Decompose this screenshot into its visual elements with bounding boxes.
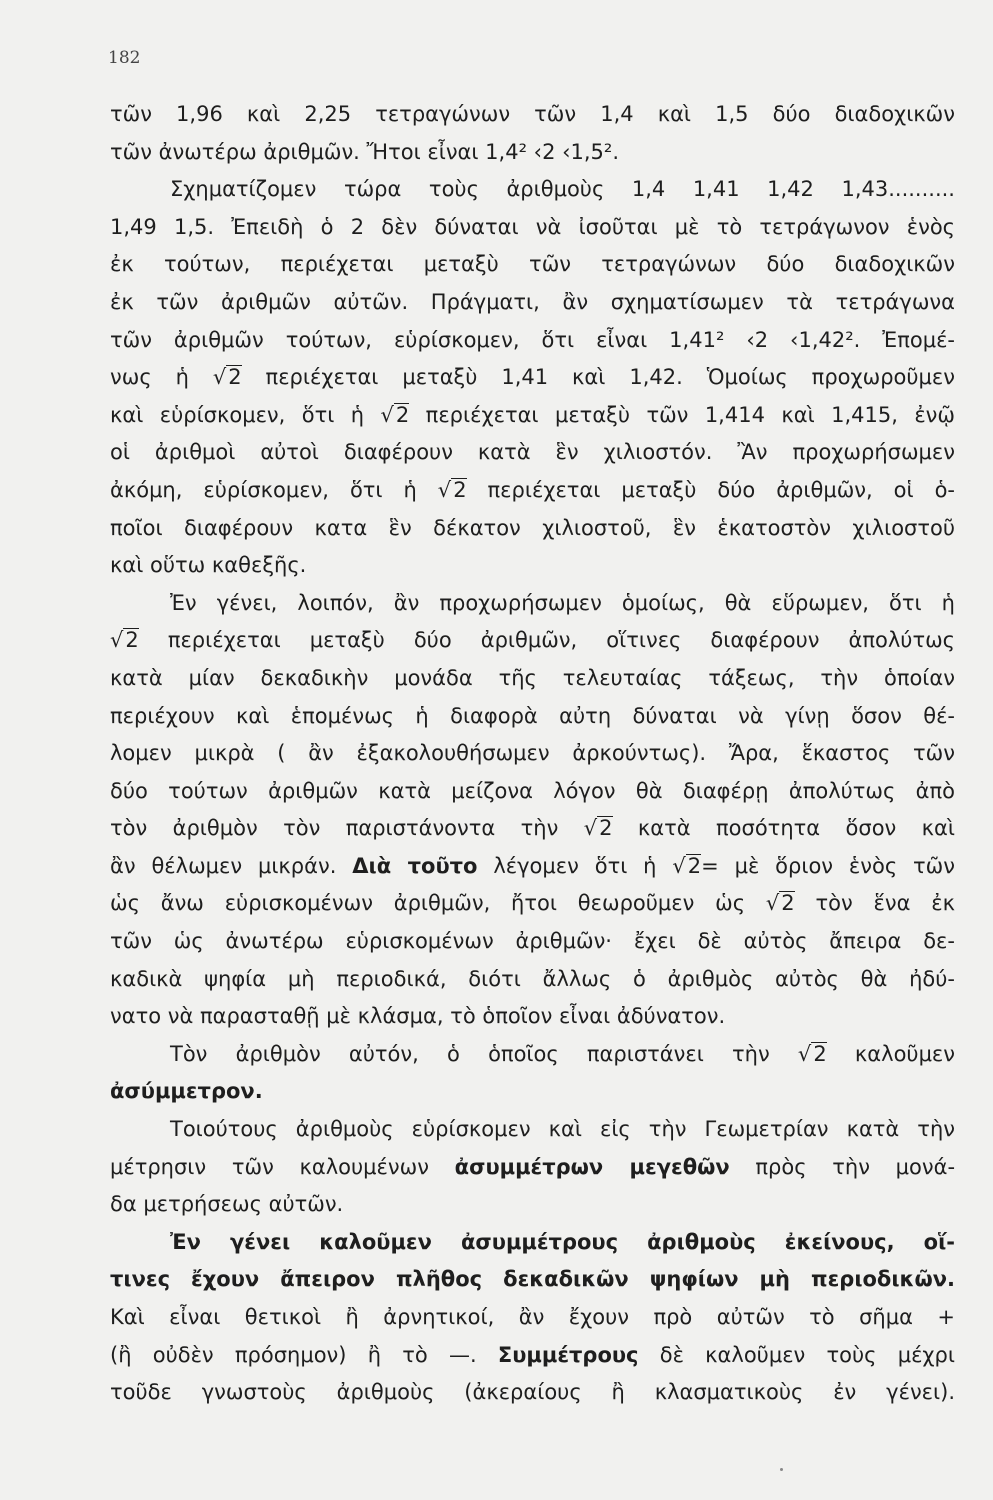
text-line: ὡς ἄνω εὑρισκομένων ἀριθμῶν, ἤτοι θεωροῦμεν ὡς √2 τὸν ἕνα ἐκ [110,891,955,916]
text-line: ἐκ τῶν ἀριθμῶν αὐτῶν. Πράγματι, ἂν σχηματίσωμεν τὰ τετράγωνα [110,289,955,314]
text-line: τοῦδε γνωστοὺς ἀριθμοὺς (ἀκεραίους ἢ κλασματικοὺς ἐν γένει). [110,1380,955,1405]
text-line: περιέχουν καὶ ἑπομένως ἡ διαφορὰ αὐτη δύναται νὰ γίνῃ ὅσον θέ- [110,703,955,728]
text-line: ποῖοι διαφέρουν κατα ἓν δέκατον χιλιοστοῦ, ἓν ἑκατοστὸν χιλιοστοῦ [110,515,955,540]
text-line: κατὰ μίαν δεκαδικὴν μονάδα τῆς τελευταίας τάξεως, τὴν ὁποίαν [110,665,955,690]
text-line: τῶν ἀνωτέρω ἀριθμῶν. Ἤτοι εἶναι 1,4² ‹2 ‹1,5². [110,139,619,164]
text-line: τῶν ὡς ἀνωτέρω εὑρισκομένων ἀριθμῶν· ἔχει δὲ αὐτὸς ἄπειρα δε- [110,929,955,954]
text-line: τὸν ἀριθμὸν τὸν παριστάνοντα τὴν √2 κατὰ ποσότητα ὅσον καὶ [110,816,956,841]
text-line: (ἢ οὐδὲν πρόσημον) ἢ τὸ —. Συμμέτρους δὲ καλοῦμεν τοὺς μέχρι [110,1342,955,1367]
text-line: √2 περιέχεται μεταξὺ δύο ἀριθμῶν, οἵτινες διαφέρουν ἀπολύτως [110,628,955,653]
text-line: Τοιούτους ἀριθμοὺς εὑρίσκομεν καὶ εἰς τὴν Γεωμετρίαν κατὰ τὴν [170,1117,955,1142]
text-line: Καὶ εἶναι θετικοὶ ἢ ἀρνητικοί, ἂν ἔχουν πρὸ αὐτῶν τὸ σῆμα + [110,1305,955,1329]
text-line: τῶν ἀριθμῶν τούτων, εὑρίσκομεν, ὅτι εἶναι 1,41² ‹2 ‹1,42². Ἐπομέ- [110,327,955,352]
text-line: ἀκόμη, εὑρίσκομεν, ὅτι ἡ √2 περιέχεται μεταξὺ δύο ἀριθμῶν, οἱ ὁ- [110,477,956,502]
text-line: ἀσύμμετρον. [110,1079,263,1104]
text-line: λομεν μικρὰ ( ἂν ἐξακολουθήσωμεν ἀρκούντως). Ἄρα, ἕκαστος τῶν [110,741,955,766]
text-line: μέτρησιν τῶν καλουμένων ἀσυμμέτρων μεγεθῶν πρὸς τὴν μονά- [110,1154,956,1179]
text-line: τῶν 1,96 καὶ 2,25 τετραγώνων τῶν 1,4 καὶ 1,5 δύο διαδοχικῶν [110,102,955,126]
text-line: καδικὰ ψηφία μὴ περιοδικά, διότι ἄλλως ὁ ἀριθμὸς αὐτὸς θὰ ἠδύ- [110,966,955,991]
text-line: Τὸν ἀριθμὸν αὐτόν, ὁ ὁποῖος παριστάνει τὴν √2 καλοῦμεν [170,1041,956,1066]
text-line: 1,49 1,5. Ἐπειδὴ ὁ 2 δὲν δύναται νὰ ἰσοῦται μὲ τὸ τετράγωνον ἑνὸς [110,214,955,239]
text-line: νατο νὰ παρασταθῇ μὲ κλάσμα, τὸ ὁποῖον εἶναι ἀδύνατον. [110,1004,726,1029]
text-line: οἱ ἀριθμοὶ αὐτοὶ διαφέρουν κατὰ ἓν χιλιοστόν. Ἂν προχωρήσωμεν [110,440,955,465]
text-line: δα μετρήσεως αὐτῶν. [110,1192,344,1217]
text-line: Ἐν γένει καλοῦμεν ἀσυμμέτρους ἀριθμοὺς ἐκείνους, οἵ- [170,1229,955,1254]
scan-speck [780,1468,783,1471]
text-line: δύο τούτων ἀριθμῶν κατὰ μείζονα λόγον θὰ διαφέρῃ ἀπολύτως ἀπὸ [110,778,955,803]
text-line: καὶ εὑρίσκομεν, ὅτι ἡ √2 περιέχεται μεταξὺ τῶν 1,414 καὶ 1,415, ἐνῷ [110,402,955,427]
text-line: νως ἡ √2 περιέχεται μεταξὺ 1,41 καὶ 1,42. Ὁμοίως προχωροῦμεν [110,365,955,390]
text-line: Ἐν γένει, λοιπόν, ἂν προχωρήσωμεν ὁμοίως, θὰ εὕρωμεν, ὅτι ἡ [170,590,955,615]
text-line: ἐκ τούτων, περιέχεται μεταξὺ τῶν τετραγώνων δύο διαδοχικῶν [110,252,955,277]
text-line: τινες ἔχουν ἄπειρον πλῆθος δεκαδικῶν ψηφίων μὴ περιοδικῶν. [110,1267,955,1292]
text-line: ἂν θέλωμεν μικράν. Διὰ τοῦτο λέγομεν ὅτι ἡ √2= μὲ ὅριον ἑνὸς τῶν [110,853,955,878]
text-line: Σχηματίζομεν τώρα τοὺς ἀριθμοὺς 1,4 1,41 1,42 1,43.......... [170,177,955,202]
page-number: 182 [108,48,141,68]
body-text [110,96,955,1412]
text-line: καὶ οὕτω καθεξῆς. [110,553,307,578]
